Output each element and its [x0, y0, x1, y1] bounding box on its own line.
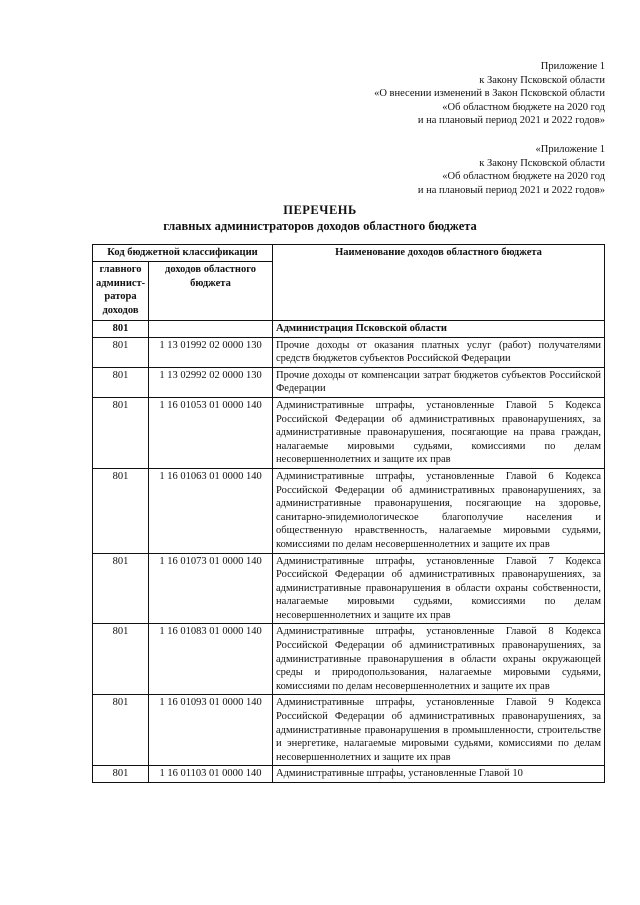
table-header-row — [93, 245, 605, 262]
admin-code-cell: 801 — [93, 766, 149, 783]
table-row — [93, 624, 605, 695]
header-chief-administrator: главного админист-ратора доходов — [93, 262, 149, 321]
document-title: ПЕРЕЧЕНЬ — [283, 203, 357, 217]
table-row — [93, 695, 605, 766]
income-code-cell: 1 16 01073 01 0000 140 — [149, 553, 273, 624]
table-row — [93, 367, 605, 397]
table-row — [93, 553, 605, 624]
income-code-cell: 1 13 02992 02 0000 130 — [149, 367, 273, 397]
document-subtitle: главных администраторов доходов областного бюджета — [163, 219, 477, 233]
admin-code-cell: 801 — [93, 553, 149, 624]
income-name-cell: Административные штрафы, установленные Главой 7 Кодекса Российской Федерации об административных правонарушениях, за административные правонарушения в области охраны собственности, налагаемые мировыми судьями, комиссиями по делам несовершеннолетних и защите их прав — [273, 553, 605, 624]
section-empty-cell — [149, 321, 273, 338]
appendix-line: «Об областном бюджете на 2020 год — [442, 171, 605, 183]
income-name-cell: Прочие доходы от компенсации затрат бюджетов субъектов Российской Федерации — [273, 367, 605, 397]
income-name-cell: Административные штрафы, установленные Главой 9 Кодекса Российской Федерации об административных правонарушениях, за административные правонарушения в промышленности, строительстве и энергетике, налагаемые мировыми судьями, комиссиями по делам несовершеннолетних и защите их прав — [273, 695, 605, 766]
appendix-line: «Об областном бюджете на 2020 год — [442, 101, 605, 113]
admin-code-cell: 801 — [93, 367, 149, 397]
income-code-cell: 1 13 01992 02 0000 130 — [149, 337, 273, 367]
appendix-line: «О внесении изменений в Закон Псковской области — [374, 88, 605, 100]
revenue-administrators-table — [92, 244, 605, 783]
header-income-name: Наименование доходов областного бюджета — [273, 245, 605, 321]
header-regional-budget-income: доходов областного бюджета — [149, 262, 273, 321]
income-name-cell: Административные штрафы, установленные Главой 5 Кодекса Российской Федерации об административных правонарушениях, за административные правонарушения, посягающие на права граждан, налагаемые мировыми судьями, комиссиями по делам несовершеннолетних и защите их прав — [273, 397, 605, 468]
table-row — [93, 766, 605, 783]
table-section-row — [93, 321, 605, 338]
appendix-line: «Приложение 1 — [535, 144, 605, 155]
header-budget-classification-code: Код бюджетной классификации — [93, 245, 273, 262]
admin-code-cell: 801 — [93, 397, 149, 468]
appendix-line: Приложение 1 — [540, 61, 605, 72]
table-row — [93, 468, 605, 553]
appendix-header-current — [374, 60, 605, 128]
income-code-cell: 1 16 01063 01 0000 140 — [149, 468, 273, 553]
admin-code-cell: 801 — [93, 624, 149, 695]
income-code-cell: 1 16 01053 01 0000 140 — [149, 397, 273, 468]
income-code-cell: 1 16 01093 01 0000 140 — [149, 695, 273, 766]
appendix-line: и на плановый период 2021 и 2022 годов» — [417, 115, 605, 127]
table-row — [93, 397, 605, 468]
income-name-cell: Административные штрафы, установленные Главой 10 — [273, 766, 605, 783]
income-code-cell: 1 16 01083 01 0000 140 — [149, 624, 273, 695]
appendix-header-original — [418, 143, 605, 197]
income-name-cell: Прочие доходы от оказания платных услуг (работ) получателями средств бюджетов субъектов Российской Федерации — [273, 337, 605, 367]
admin-code-cell: 801 — [93, 468, 149, 553]
appendix-line: и на плановый период 2021 и 2022 годов» — [417, 184, 605, 196]
income-name-cell: Административные штрафы, установленные Главой 6 Кодекса Российской Федерации об административных правонарушениях, за административные правонарушения, посягающие на здоровье, санитарно-эпидемиологическое благополучие населения и общественную нравственность, налагаемые мировыми судьями, комиссиями по делам несовершеннолетних и защите их прав — [273, 468, 605, 553]
appendix-line: к Закону Псковской области — [479, 74, 605, 86]
income-code-cell: 1 16 01103 01 0000 140 — [149, 766, 273, 783]
appendix-line: к Закону Псковской области — [479, 157, 605, 169]
section-admin-code: 801 — [93, 321, 149, 338]
admin-code-cell: 801 — [93, 695, 149, 766]
table-row — [93, 337, 605, 367]
admin-code-cell: 801 — [93, 337, 149, 367]
section-name: Администрация Псковской области — [273, 321, 605, 338]
income-name-cell: Административные штрафы, установленные Главой 8 Кодекса Российской Федерации об административных правонарушениях, за административные правонарушения в области охраны окружающей среды и природопользования, налагаемые мировыми судьями, комиссиями по делам несовершеннолетних и защите их прав — [273, 624, 605, 695]
